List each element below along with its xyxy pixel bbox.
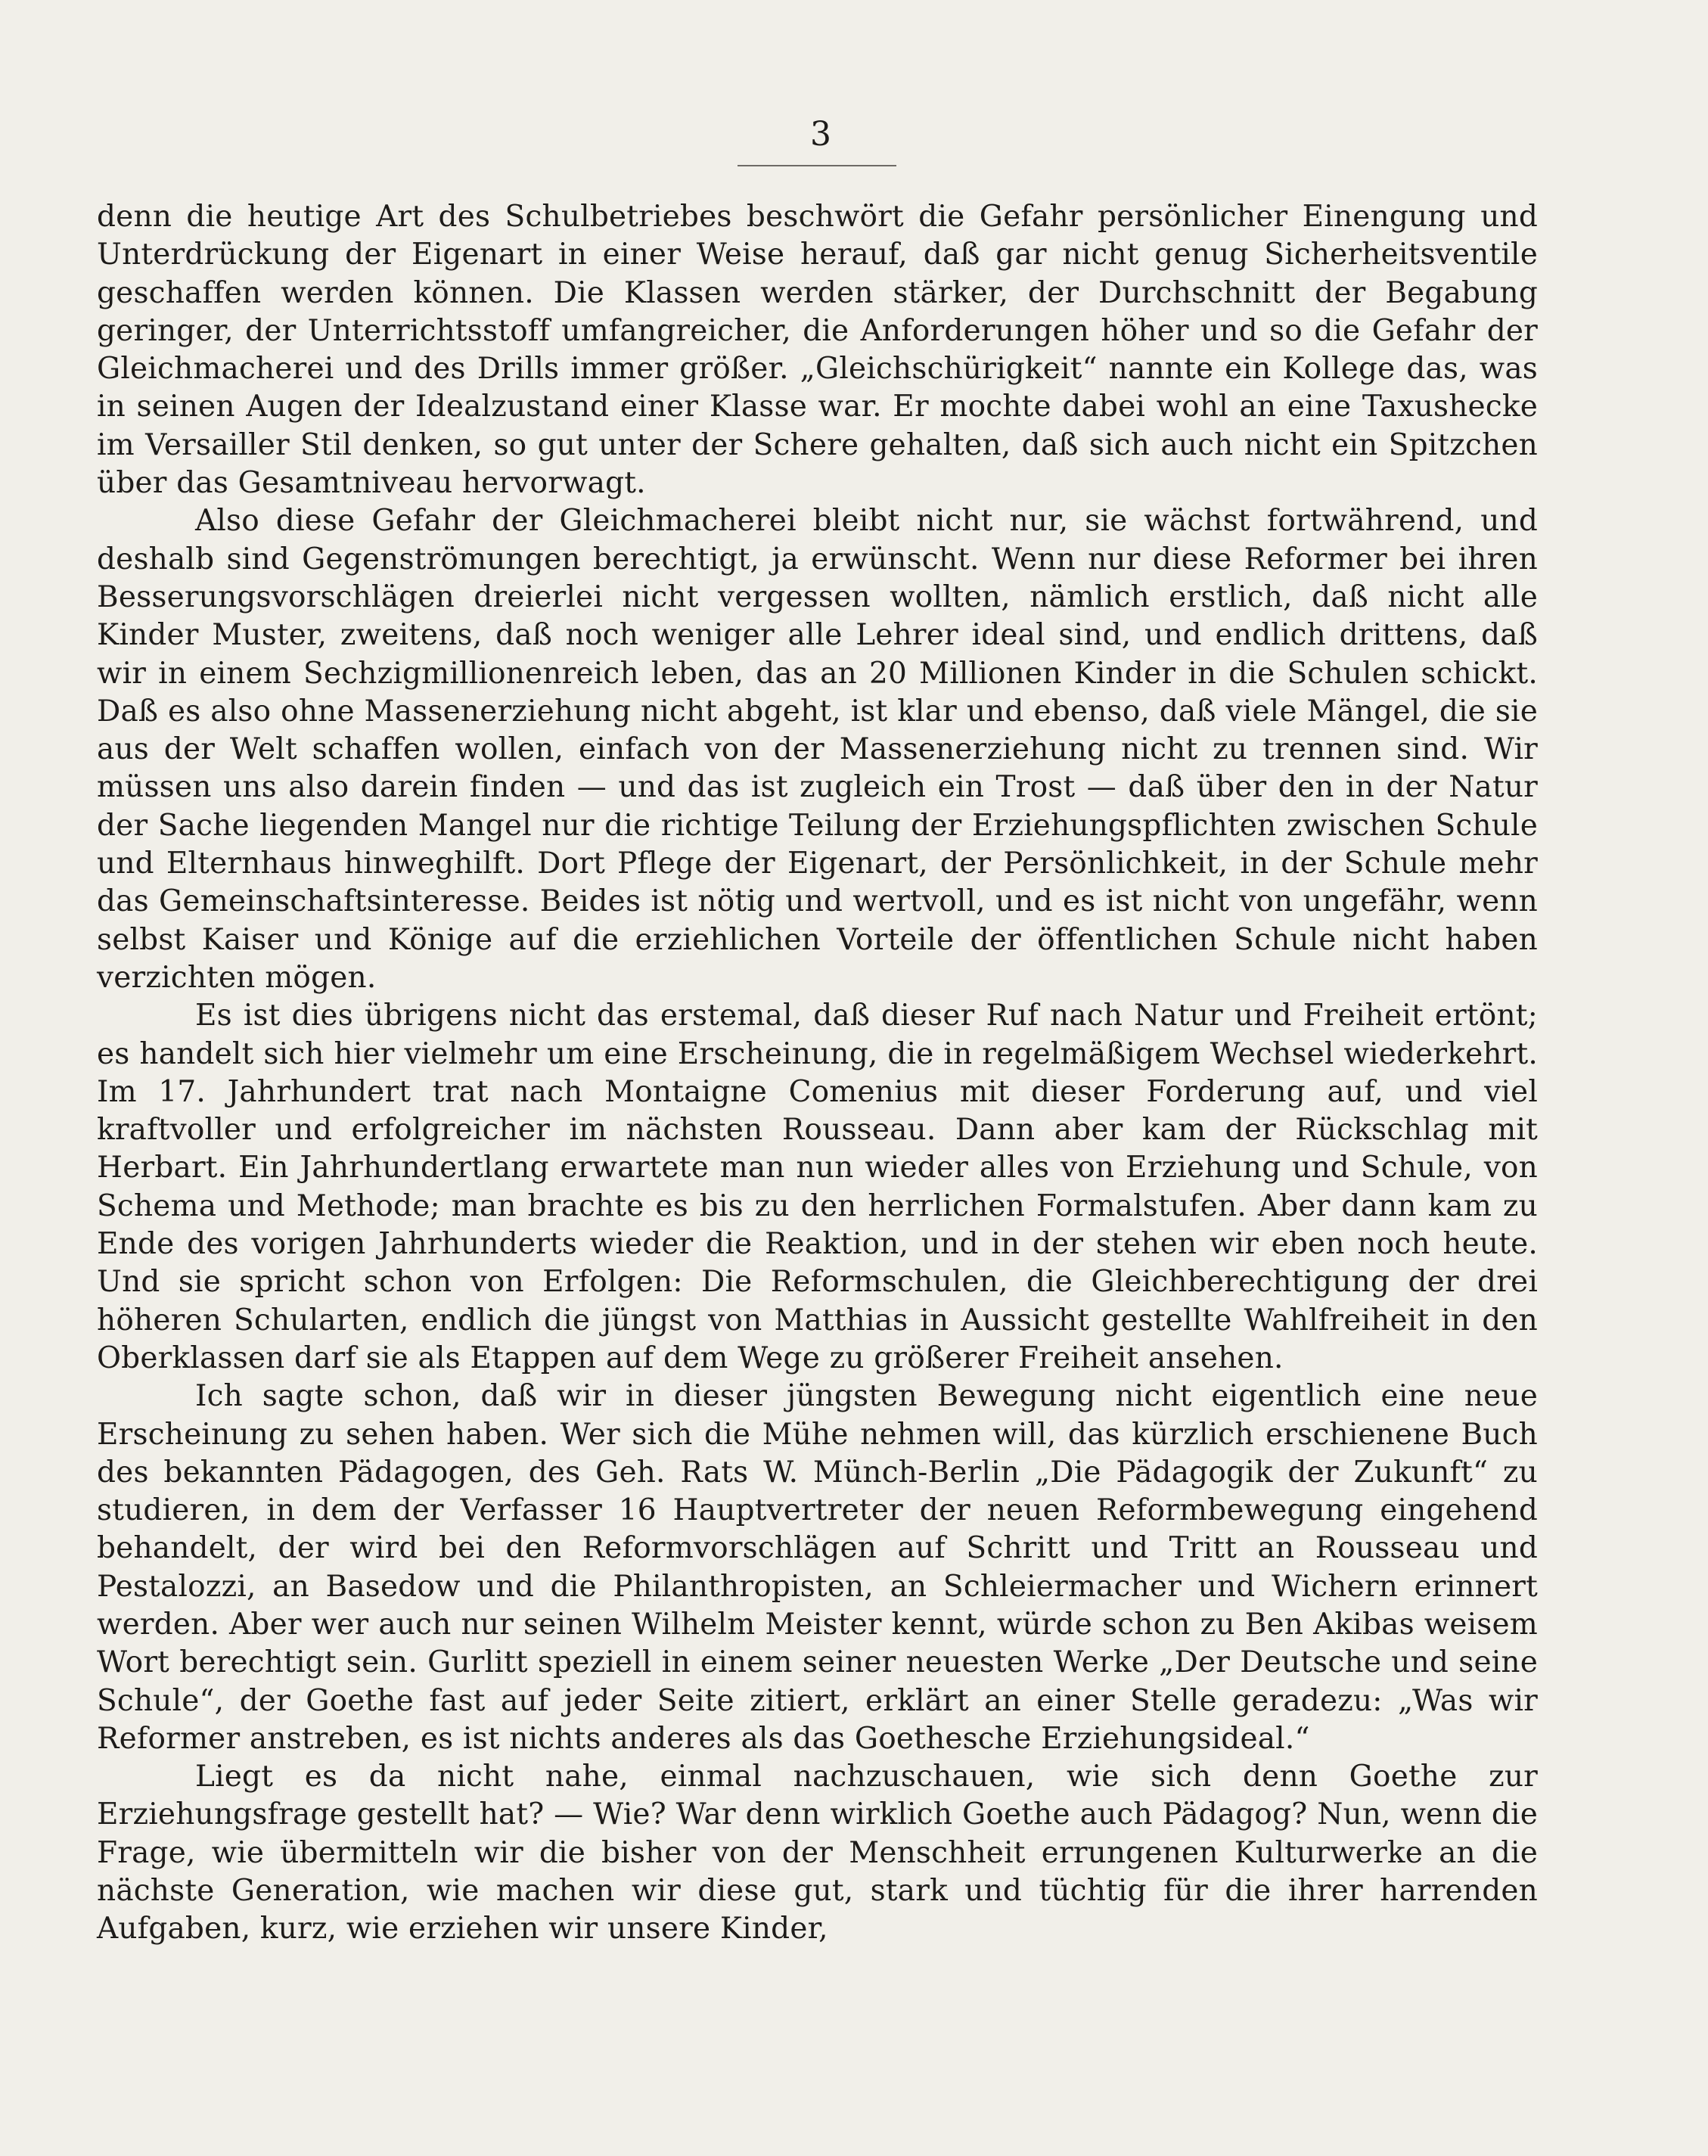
paragraph-3: Es ist dies übrigens nicht das erstemal, daß dieser Ruf nach Natur und Freiheit ertönt; es handelt sich hier vielmehr um eine Erscheinung, die in regelmäßigem Wechsel wiederkehrt. Im 17. Jahrhundert trat nach Montaigne Comenius mit dieser Forderung auf, und viel kraftvoller und erfolgreicher im nächsten Rousseau. Dann aber kam der Rückschlag mit Herbart. Ein Jahrhundertlang erwartete man nun wieder alles von Erziehung und Schule, von Schema und Methode; man brachte es bis zu den herrlichen Formalstufen. Aber dann kam zu Ende des vorigen Jahrhunderts wieder die Reaktion, und in der stehen wir eben noch heute. Und sie spricht schon von Erfolgen: Die Reformschulen, die Gleichberechtigung der drei höheren Schularten, endlich die jüngst von Matthias in Aussicht gestellte Wahlfreiheit in den Oberklassen darf sie als Etappen auf dem Wege zu größerer Freiheit ansehen.	[97, 999, 1538, 1375]
paragraph-2: Also diese Gefahr der Gleichmacherei bleibt nicht nur, sie wächst fortwährend, und deshalb sind Gegenströmungen berechtigt, ja erwünscht. Wenn nur diese Reformer bei ihren Besserungsvorschlägen dreierlei nicht vergessen wollten, nämlich erstlich, daß nicht alle Kinder Muster, zweitens, daß noch weniger alle Lehrer ideal sind, und endlich drittens, daß wir in einem Sechzigmillionenreich leben, das an 20 Millionen Kinder in die Schulen schickt. Daß es also ohne Massenerziehung nicht abgeht, ist klar und ebenso, daß viele Mängel, die sie aus der Welt schaffen wollen, einfach von der Massenerziehung nicht zu trennen sind. Wir müssen uns also darein finden — und das ist zugleich ein Trost — daß über den in der Natur der Sache liegenden Mangel nur die richtige Teilung der Erziehungspflichten zwischen Schule und Elternhaus hinweghilft. Dort Pflege der Eigenart, der Persönlichkeit, in der Schule mehr das Gemeinschaftsinteresse. Beides ist nötig und wertvoll, und es ist nicht von ungefähr, wenn selbst Kaiser und Könige auf die erziehlichen Vorteile der öffentlichen Schule nicht haben verzichten mögen.	[97, 504, 1538, 995]
paragraph-1: denn die heutige Art des Schulbetriebes beschwört die Gefahr persönlicher Einengung und Unterdrückung der Eigenart in einer Weise herauf, daß gar nicht genug Sicherheitsventile geschaffen werden können. Die Klassen werden stärker, der Durchschnitt der Begabung geringer, der Unterrichtsstoff umfangreicher, die Anforderungen höher und so die Gefahr der Gleichmacherei und des Drills immer größer. „Gleichschürigkeit“ nannte ein Kollege das, was in seinen Augen der Idealzustand einer Klasse war. Er mochte dabei wohl an eine Taxushecke im Versailler Stil denken, so gut unter der Schere gehalten, daß sich auch nicht ein Spitzchen über das Gesamtniveau hervorwagt.	[97, 200, 1538, 501]
header-rule	[738, 165, 896, 166]
body-text	[97, 198, 1538, 1949]
paragraph-5: Liegt es da nicht nahe, einmal nachzuschauen, wie sich denn Goethe zur Erziehungsfrage gestellt hat? — Wie? War denn wirklich Goethe auch Pädagog? Nun, wenn die Frage, wie übermitteln wir die bisher von der Menschheit errungenen Kulturwerke an die nächste Generation, wie machen wir diese gut, stark und tüchtig für die ihrer harrenden Aufgaben, kurz, wie erziehen wir unsere Kinder,	[97, 1760, 1538, 1946]
paragraph-4: Ich sagte schon, daß wir in dieser jüngsten Bewegung nicht eigentlich eine neue Erscheinung zu sehen haben. Wer sich die Mühe nehmen will, das kürzlich erschienene Buch des bekannten Pädagogen, des Geh. Rats W. Münch-Berlin „Die Pädagogik der Zukunft“ zu studieren, in dem der Verfasser 16 Hauptvertreter der neuen Reformbewegung eingehend behandelt, der wird bei den Reformvorschlägen auf Schritt und Tritt an Rousseau und Pestalozzi, an Basedow und die Philanthropisten, an Schleiermacher und Wichern erinnert werden. Aber wer auch nur seinen Wilhelm Meister kennt, würde schon zu Ben Akibas weisem Wort berechtigt sein. Gurlitt speziell in einem seiner neuesten Werke „Der Deutsche und seine Schule“, der Goethe fast auf jeder Seite zitiert, erklärt an einer Stelle geradezu: „Was wir Reformer anstreben, es ist nichts anderes als das Goethesche Erziehungsideal.“	[97, 1379, 1538, 1756]
page-number: 3	[810, 115, 831, 154]
